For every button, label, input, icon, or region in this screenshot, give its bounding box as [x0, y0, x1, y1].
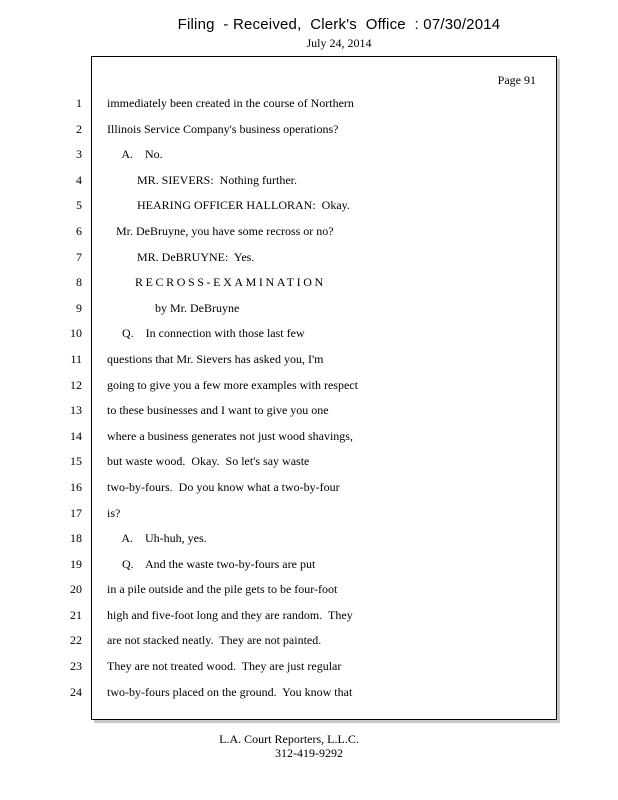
line-number: 1	[76, 96, 82, 110]
reporter-phone: 312-419-9292	[275, 746, 343, 760]
transcript-line: Q. And the waste two-by-fours are put	[107, 556, 316, 571]
line-number: 6	[76, 223, 82, 238]
transcript-line: A. Uh-huh, yes.	[107, 531, 207, 546]
filing-stamp: Filing - Received, Clerk's Office : 07/30/2014	[177, 16, 501, 33]
transcript-line: going to give you a few more examples with respect	[107, 377, 358, 392]
transcript-line: MR. DeBRUYNE: Yes.	[107, 249, 255, 264]
transcript-line: in a pile outside and the pile gets to be four-foot	[107, 582, 338, 597]
transcript-line: by Mr. DeBruyne	[107, 300, 240, 315]
transcript-line: high and five-foot long and they are random. They	[107, 607, 353, 622]
line-number-column	[62, 96, 82, 710]
line-number: 22	[70, 633, 82, 648]
line-number: 8	[76, 275, 82, 290]
transcript-text	[107, 96, 547, 710]
page-number: Page 91	[497, 73, 536, 87]
transcript-line: MR. SIEVERS: Nothing further.	[107, 172, 298, 187]
line-number: 20	[70, 582, 82, 597]
line-number: 3	[76, 147, 82, 162]
line-number: 2	[76, 121, 82, 136]
line-number: 23	[70, 659, 82, 674]
transcript-line: Q. In connection with those last few	[107, 326, 305, 341]
transcript-line: to these businesses and I want to give you one	[107, 403, 329, 418]
line-number: 7	[76, 249, 82, 264]
line-number: 24	[70, 684, 82, 699]
transcript-line: A. No.	[107, 147, 163, 162]
section-heading-recross: RECROSS-EXAMINATION	[107, 275, 326, 290]
transcript-line: but waste wood. Okay. So let's say waste	[107, 454, 310, 469]
line-number: 9	[76, 300, 82, 315]
transcript-line: two-by-fours placed on the ground. You know that	[107, 684, 353, 699]
transcript-line: Mr. DeBruyne, you have some recross or no?	[107, 223, 334, 238]
transcript-line: where a business generates not just wood shavings,	[107, 428, 353, 443]
transcript-line: questions that Mr. Sievers has asked you, I'm	[107, 351, 324, 366]
line-number: 14	[70, 428, 82, 443]
transcript-line: Illinois Service Company's business operations?	[107, 121, 339, 136]
hearing-date: July 24, 2014	[306, 36, 372, 50]
line-number: 15	[70, 454, 82, 469]
transcript-line: They are not treated wood. They are just regular	[107, 659, 342, 674]
line-number: 10	[70, 326, 82, 341]
line-number: 18	[70, 531, 82, 546]
line-number: 5	[76, 198, 82, 213]
transcript-line: immediately been created in the course of Northern	[107, 96, 354, 110]
reporter-company: L.A. Court Reporters, L.L.C.	[219, 732, 359, 746]
transcript-line: HEARING OFFICER HALLORAN: Okay.	[107, 198, 350, 213]
line-number: 19	[70, 556, 82, 571]
line-number: 16	[70, 479, 82, 494]
line-number: 12	[70, 377, 82, 392]
line-number: 21	[70, 607, 82, 622]
transcript-line: is?	[107, 505, 121, 520]
line-number: 4	[76, 172, 82, 187]
line-number: 17	[70, 505, 82, 520]
transcript-line: are not stacked neatly. They are not painted.	[107, 633, 322, 648]
line-number: 13	[70, 403, 82, 418]
line-number: 11	[70, 351, 82, 366]
transcript-line: two-by-fours. Do you know what a two-by-four	[107, 479, 340, 494]
